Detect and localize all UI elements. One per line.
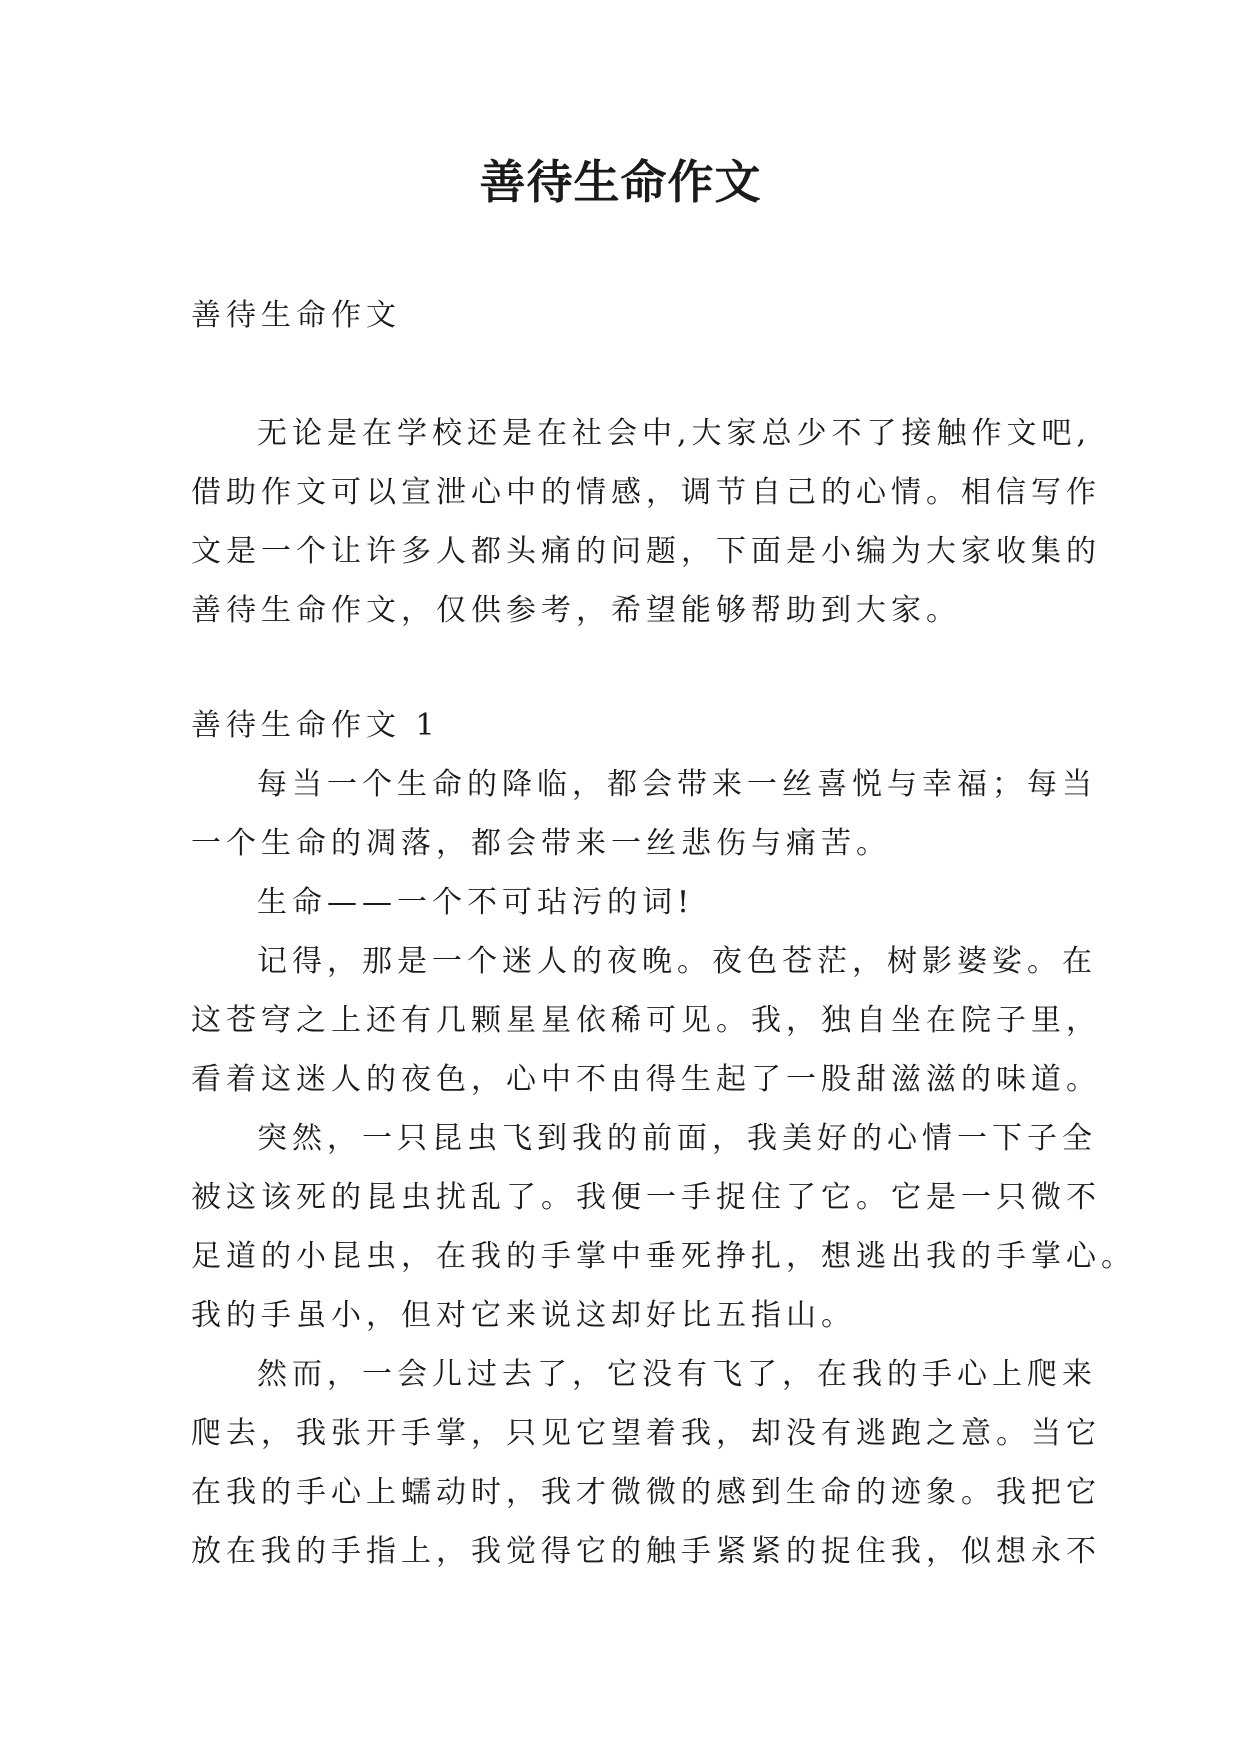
intro-paragraph bbox=[191, 404, 1101, 640]
body-line: 我的手虽小，但对它来说这却好比五指山。 bbox=[191, 1298, 856, 1333]
body-line: 被这该死的昆虫扰乱了。我便一手捉住了它。它是一只微不 bbox=[191, 1180, 1101, 1215]
body-line: 一个生命的凋落，都会带来一丝悲伤与痛苦。 bbox=[191, 826, 891, 861]
essay-body bbox=[191, 755, 1136, 1581]
body-line: 每当一个生命的降临，都会带来一丝喜悦与幸福；每当 bbox=[257, 767, 1097, 802]
body-line: 足道的小昆虫，在我的手掌中垂死挣扎，想逃出我的手掌心。 bbox=[191, 1239, 1136, 1274]
intro-line: 借助作文可以宣泄心中的情感，调节自己的心情。相信写作 bbox=[191, 475, 1101, 510]
subtitle-line: 善待生命作文 bbox=[191, 298, 401, 333]
intro-line: 无论是在学校还是在社会中,大家总少不了接触作文吧, bbox=[257, 416, 1092, 451]
intro-line: 文是一个让许多人都头痛的问题，下面是小编为大家收集的 bbox=[191, 534, 1101, 569]
body-line: 放在我的手指上，我觉得它的触手紧紧的捉住我，似想永不 bbox=[191, 1534, 1101, 1569]
intro-line: 善待生命作文，仅供参考，希望能够帮助到大家。 bbox=[191, 593, 961, 628]
document-subtitle bbox=[191, 286, 1061, 345]
body-line: 突然，一只昆虫飞到我的前面，我美好的心情一下子全 bbox=[257, 1121, 1097, 1156]
body-line: 在我的手心上蠕动时，我才微微的感到生命的迹象。我把它 bbox=[191, 1475, 1101, 1510]
body-line: 这苍穹之上还有几颗星星依稀可见。我，独自坐在院子里， bbox=[191, 1003, 1101, 1038]
body-line: 然而，一会儿过去了，它没有飞了，在我的手心上爬来 bbox=[257, 1357, 1097, 1392]
section-heading-text: 善待生命作文 1 bbox=[191, 708, 440, 743]
section-heading bbox=[191, 696, 1061, 755]
body-line: 爬去，我张开手掌，只见它望着我，却没有逃跑之意。当它 bbox=[191, 1416, 1101, 1451]
body-line: 记得，那是一个迷人的夜晚。夜色苍茫，树影婆娑。在 bbox=[257, 944, 1097, 979]
document-title: 善待生命作文 bbox=[479, 155, 762, 209]
body-line: 生命——一个不可玷污的词! bbox=[257, 885, 695, 920]
body-line: 看着这迷人的夜色，心中不由得生起了一股甜滋滋的味道。 bbox=[191, 1062, 1101, 1097]
